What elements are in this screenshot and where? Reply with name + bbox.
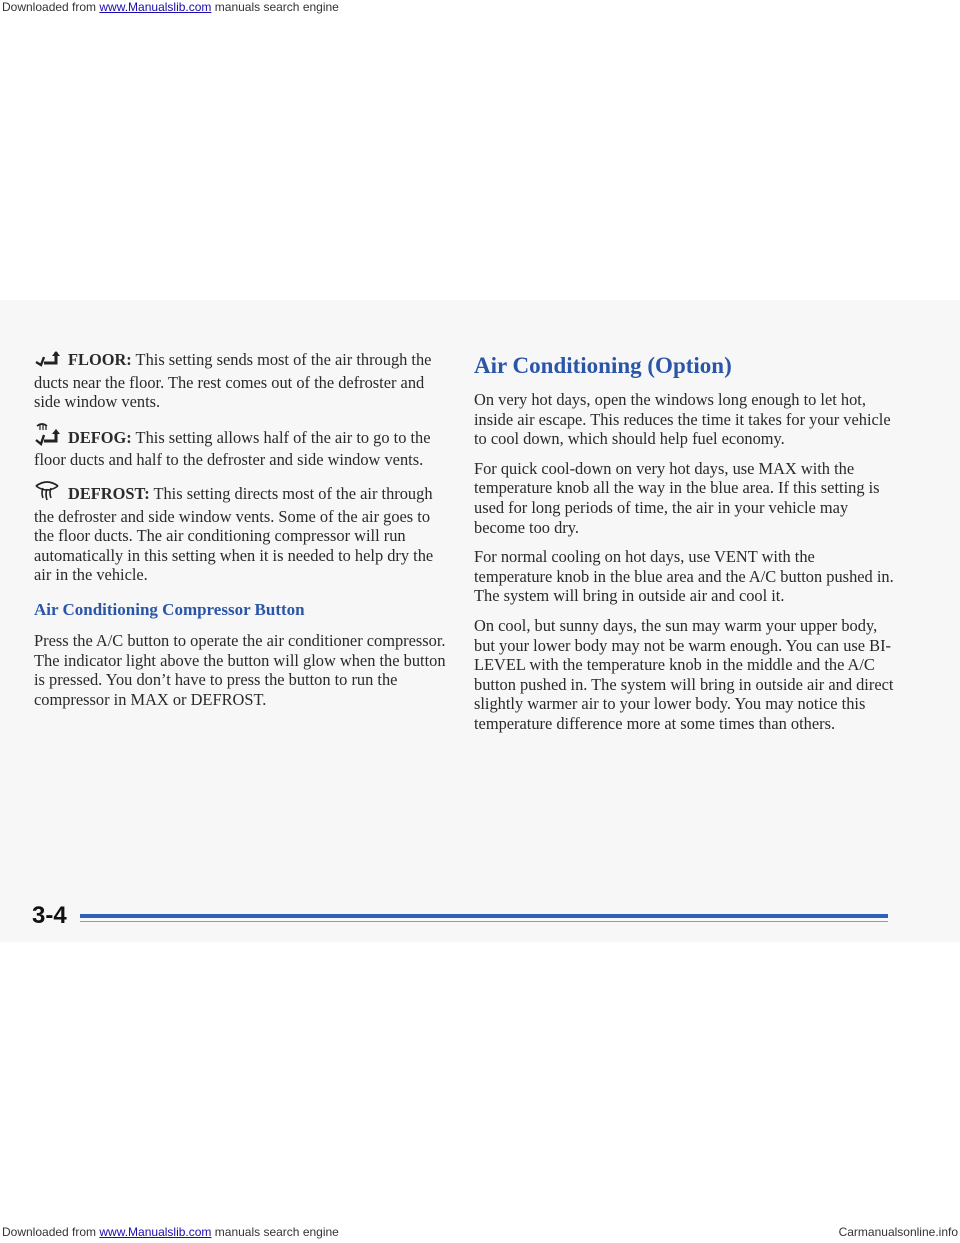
ac-paragraph-2: For quick cool-down on very hot days, use MAX with the temperature knob all the way in the blue area. If this setting is used for long periods of time, the air in your vehicle may become too dry.: [474, 458, 880, 537]
floor-term: FLOOR:: [68, 350, 132, 369]
compressor-heading: Air Conditioning Compressor Button: [34, 599, 305, 619]
defog-term: DEFOG:: [68, 427, 132, 447]
air-conditioning-heading: Air Conditioning (Option): [474, 353, 732, 378]
bottom-banner-suffix: manuals search engine: [211, 1225, 339, 1239]
left-column: [34, 350, 452, 719]
defog-mode-icon: [34, 422, 60, 451]
page-number: 3-4: [32, 902, 67, 929]
ac-paragraph-4: On cool, but sunny days, the sun may warm your upper body, but your lower body may not be warm enough. You can use BI-LEVEL with the temperature knob in the middle and the A/C button pushed in. The system will bring in outside air and direct slightly warmer air to your lower body. You may notice this temperature difference more at some times than others.: [474, 615, 894, 733]
floor-paragraph: [34, 350, 452, 412]
floor-text: This setting sends most of the air through the ducts near the floor. The rest comes out of the defroster and side window vents.: [34, 350, 432, 412]
right-column: [474, 352, 894, 744]
compressor-paragraph: Press the A/C button to operate the air conditioner compressor. The indicator light above the button will glow when the button is pressed. You don’t have to press the button to run the compressor in MAX or DEFROST.: [34, 630, 446, 709]
defrost-text: This setting directs most of the air through the defroster and side window vents. Some of the air goes to the floor ducts. The air conditioning compressor will run automatically in this setting when it is needed to help dry the air in the vehicle.: [34, 483, 434, 585]
watermark-text: Carmanualsonline.info: [838, 1225, 958, 1239]
defog-text: This setting allows half of the air to go to the floor ducts and half to the defroster and side window vents.: [34, 427, 431, 470]
footer-rule-thin: [80, 921, 888, 922]
download-banner: [2, 0, 960, 18]
defog-paragraph: [34, 422, 452, 470]
defrost-mode-icon: [34, 480, 60, 507]
ac-paragraph-3: For normal cooling on hot days, use VENT with the temperature knob in the blue area and the A/C button pushed in. The system will bring in outside air and cool it.: [474, 547, 894, 606]
banner-suffix: manuals search engine: [211, 0, 339, 14]
floor-mode-icon: [34, 350, 60, 373]
bottom-banner: [2, 1225, 960, 1243]
defrost-paragraph: [34, 480, 452, 585]
footer-rule: [80, 914, 888, 918]
manualslib-link[interactable]: www.Manualslib.com: [99, 0, 212, 14]
banner-prefix: Downloaded from: [2, 0, 100, 14]
defrost-term: DEFROST:: [68, 483, 150, 503]
ac-paragraph-1: On very hot days, open the windows long enough to let hot, inside air escape. This reduces the time it takes for your vehicle to cool down, which should help fuel economy.: [474, 390, 891, 449]
bottom-manualslib-link[interactable]: www.Manualslib.com: [99, 1225, 212, 1239]
bottom-banner-prefix: Downloaded from: [2, 1225, 100, 1239]
